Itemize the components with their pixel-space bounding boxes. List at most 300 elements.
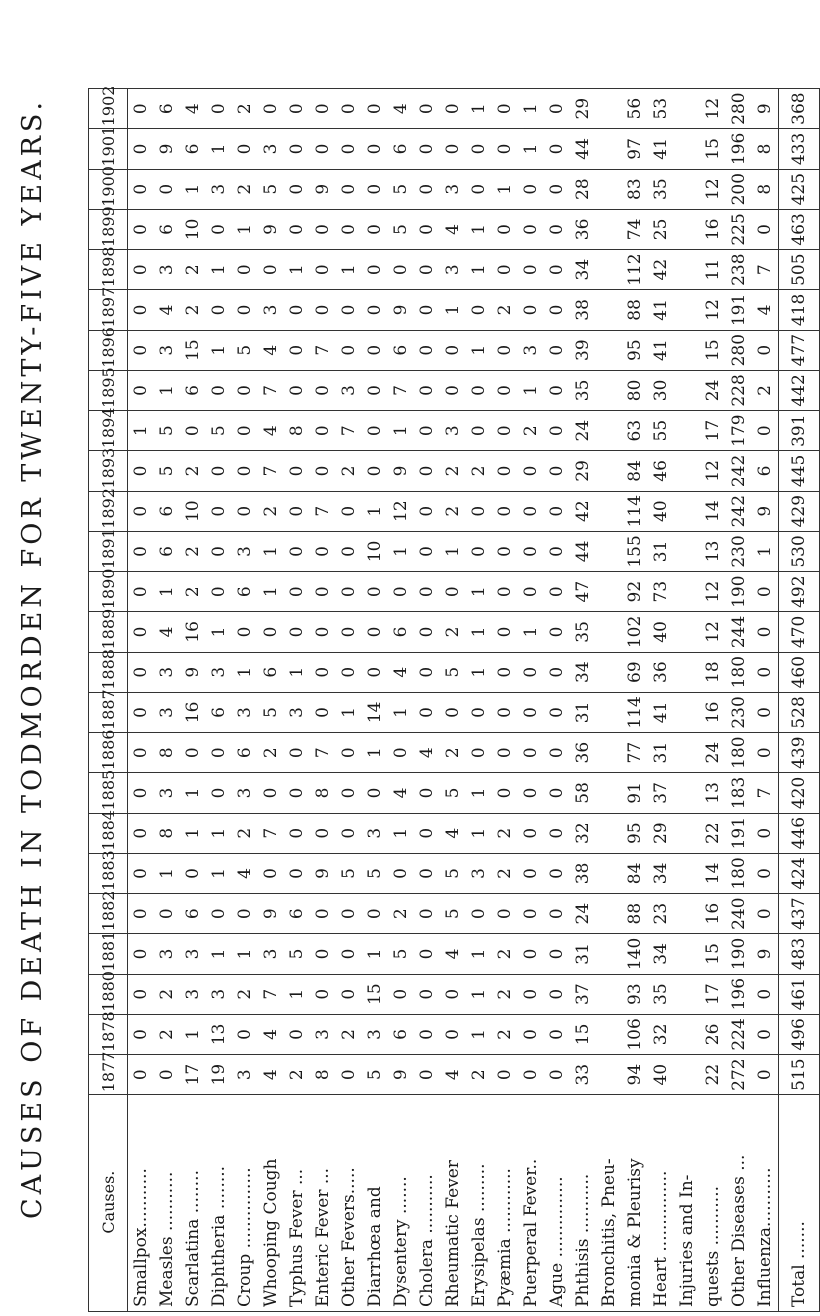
death-count-cell: 0 xyxy=(310,209,336,249)
death-count-cell: 0 xyxy=(388,250,414,290)
death-count-cell: 2 xyxy=(154,974,180,1014)
death-count-cell: 0 xyxy=(362,894,388,934)
death-count-cell: 0 xyxy=(752,612,779,652)
death-count-cell: 0 xyxy=(336,733,362,773)
death-count-cell: 0 xyxy=(232,290,258,330)
death-count-cell: 0 xyxy=(128,209,155,249)
death-count-cell xyxy=(596,129,622,169)
total-count-cell: 461 xyxy=(779,974,820,1014)
death-count-cell xyxy=(596,934,622,974)
death-count-cell: 0 xyxy=(258,853,284,893)
death-count-cell: 1 xyxy=(466,209,492,249)
table-row xyxy=(232,89,258,1312)
death-count-cell: 34 xyxy=(570,250,596,290)
death-count-cell: 73 xyxy=(648,572,674,612)
death-count-cell: 3 xyxy=(206,652,232,692)
death-count-cell: 0 xyxy=(544,411,570,451)
death-count-cell: 0 xyxy=(752,209,779,249)
death-count-cell: 19 xyxy=(206,1055,232,1095)
death-count-cell: 191 xyxy=(726,290,752,330)
death-count-cell xyxy=(596,773,622,813)
year-column-header: 1885 xyxy=(89,773,128,813)
table-row xyxy=(622,89,648,1312)
table-row xyxy=(570,89,596,1312)
death-count-cell: 41 xyxy=(648,692,674,732)
death-count-cell: 5 xyxy=(206,411,232,451)
death-count-cell: 0 xyxy=(752,853,779,893)
death-count-cell: 0 xyxy=(414,813,440,853)
death-count-cell: 0 xyxy=(336,813,362,853)
causes-column-header: Causes. xyxy=(89,1095,128,1312)
death-count-cell: 36 xyxy=(648,652,674,692)
death-count-cell: 0 xyxy=(492,692,518,732)
death-count-cell: 6 xyxy=(180,370,206,410)
death-count-cell: 3 xyxy=(180,934,206,974)
death-count-cell: 0 xyxy=(466,169,492,209)
death-count-cell: 1 xyxy=(440,290,466,330)
cause-label: Cholera ........... xyxy=(417,1174,437,1307)
death-count-cell: 3 xyxy=(518,330,544,370)
death-count-cell: 0 xyxy=(492,129,518,169)
death-count-cell: 0 xyxy=(752,974,779,1014)
death-count-cell: 58 xyxy=(570,773,596,813)
death-count-cell: 0 xyxy=(284,89,310,129)
death-count-cell xyxy=(674,531,700,571)
year-column-header: 1900 xyxy=(89,169,128,209)
death-count-cell: 1 xyxy=(466,773,492,813)
death-count-cell: 0 xyxy=(336,129,362,169)
death-count-cell: 238 xyxy=(726,250,752,290)
death-count-cell: 0 xyxy=(284,290,310,330)
death-count-cell: 0 xyxy=(128,773,155,813)
death-count-cell: 0 xyxy=(310,934,336,974)
death-count-cell: 42 xyxy=(570,491,596,531)
death-count-cell: 91 xyxy=(622,773,648,813)
death-count-cell: 1 xyxy=(206,612,232,652)
death-count-cell xyxy=(596,250,622,290)
death-count-cell: 7 xyxy=(258,813,284,853)
death-count-cell: 34 xyxy=(648,853,674,893)
cause-label: Phthisis ........... xyxy=(573,1173,593,1307)
death-count-cell: 40 xyxy=(648,1055,674,1095)
death-count-cell: 53 xyxy=(648,89,674,129)
death-count-cell: 6 xyxy=(232,733,258,773)
death-count-cell: 44 xyxy=(570,531,596,571)
death-count-cell: 0 xyxy=(544,934,570,974)
cause-label: Whooping Cough xyxy=(261,1158,281,1307)
death-count-cell: 0 xyxy=(414,330,440,370)
death-count-cell: 0 xyxy=(492,491,518,531)
death-count-cell: 80 xyxy=(622,370,648,410)
death-count-cell: 3 xyxy=(206,169,232,209)
death-count-cell: 29 xyxy=(570,89,596,129)
death-count-cell xyxy=(596,733,622,773)
death-count-cell: 41 xyxy=(648,330,674,370)
death-count-cell xyxy=(674,250,700,290)
death-count-cell: 0 xyxy=(492,612,518,652)
death-count-cell: 0 xyxy=(414,894,440,934)
death-count-cell: 3 xyxy=(336,370,362,410)
death-count-cell: 0 xyxy=(284,209,310,249)
total-count-cell: 445 xyxy=(779,451,820,491)
death-count-cell xyxy=(674,934,700,974)
cause-label: Pyæmia ............ xyxy=(495,1168,515,1307)
death-count-cell: 114 xyxy=(622,491,648,531)
death-count-cell: 23 xyxy=(648,894,674,934)
death-count-cell: 0 xyxy=(466,733,492,773)
death-count-cell: 2 xyxy=(180,290,206,330)
death-count-cell: 5 xyxy=(440,894,466,934)
death-count-cell: 6 xyxy=(154,531,180,571)
death-count-cell: 0 xyxy=(362,250,388,290)
death-count-cell: 1 xyxy=(362,733,388,773)
death-count-cell: 12 xyxy=(700,169,726,209)
death-count-cell: 5 xyxy=(154,451,180,491)
death-count-cell: 2 xyxy=(440,612,466,652)
death-count-cell: 1 xyxy=(154,572,180,612)
death-count-cell: 1 xyxy=(466,1014,492,1054)
death-count-cell: 0 xyxy=(232,129,258,169)
cause-label: Enteric Fever ... xyxy=(313,1167,333,1307)
death-count-cell: 2 xyxy=(492,813,518,853)
death-count-cell: 0 xyxy=(284,451,310,491)
death-count-cell: 4 xyxy=(232,853,258,893)
death-count-cell xyxy=(674,813,700,853)
death-count-cell: 32 xyxy=(648,1014,674,1054)
death-count-cell: 2 xyxy=(180,531,206,571)
death-count-cell: 0 xyxy=(284,572,310,612)
death-count-cell: 0 xyxy=(414,209,440,249)
death-count-cell: 3 xyxy=(258,129,284,169)
death-count-cell: 0 xyxy=(128,813,155,853)
death-count-cell: 0 xyxy=(258,89,284,129)
table-row xyxy=(362,89,388,1312)
death-count-cell: 2 xyxy=(232,169,258,209)
death-count-cell: 0 xyxy=(336,612,362,652)
death-count-cell: 0 xyxy=(752,411,779,451)
death-count-cell: 38 xyxy=(570,853,596,893)
death-count-cell: 0 xyxy=(362,411,388,451)
death-count-cell: 0 xyxy=(128,129,155,169)
table-row xyxy=(310,89,336,1312)
death-count-cell: 13 xyxy=(700,531,726,571)
death-count-cell: 0 xyxy=(284,491,310,531)
death-count-cell: 5 xyxy=(388,169,414,209)
death-count-cell: 4 xyxy=(258,1014,284,1054)
death-count-cell: 6 xyxy=(284,894,310,934)
death-count-cell: 95 xyxy=(622,330,648,370)
death-count-cell: 7 xyxy=(310,733,336,773)
death-count-cell: 14 xyxy=(700,853,726,893)
death-count-cell: 0 xyxy=(362,451,388,491)
death-count-cell: 37 xyxy=(648,773,674,813)
year-column-header: 1896 xyxy=(89,330,128,370)
death-count-cell: 0 xyxy=(544,733,570,773)
year-column-header: 1897 xyxy=(89,290,128,330)
death-count-cell: 0 xyxy=(362,169,388,209)
death-count-cell: 0 xyxy=(284,813,310,853)
death-count-cell: 0 xyxy=(388,733,414,773)
death-count-cell: 1 xyxy=(180,169,206,209)
death-count-cell xyxy=(674,290,700,330)
death-count-cell: 1 xyxy=(388,411,414,451)
death-count-cell: 2 xyxy=(180,572,206,612)
death-count-cell: 0 xyxy=(492,572,518,612)
death-count-cell: 1 xyxy=(466,934,492,974)
death-count-cell: 5 xyxy=(336,853,362,893)
death-count-cell: 41 xyxy=(648,129,674,169)
death-count-cell: 102 xyxy=(622,612,648,652)
year-column-header: 1884 xyxy=(89,813,128,853)
death-count-cell: 112 xyxy=(622,250,648,290)
death-count-cell: 0 xyxy=(518,1055,544,1095)
death-count-cell: 2 xyxy=(232,89,258,129)
death-count-cell: 0 xyxy=(336,290,362,330)
death-count-cell: 0 xyxy=(544,1055,570,1095)
total-count-cell: 420 xyxy=(779,773,820,813)
death-count-cell: 0 xyxy=(362,330,388,370)
death-count-cell: 230 xyxy=(726,531,752,571)
death-count-cell: 74 xyxy=(622,209,648,249)
death-count-cell: 88 xyxy=(622,290,648,330)
death-count-cell: 1 xyxy=(518,370,544,410)
death-count-cell: 4 xyxy=(388,89,414,129)
death-count-cell: 0 xyxy=(440,692,466,732)
death-count-cell: 8 xyxy=(154,813,180,853)
death-count-cell: 3 xyxy=(154,330,180,370)
death-count-cell xyxy=(674,1055,700,1095)
death-count-cell: 1 xyxy=(154,370,180,410)
death-count-cell: 7 xyxy=(752,773,779,813)
death-count-cell: 3 xyxy=(258,290,284,330)
death-count-cell: 0 xyxy=(180,853,206,893)
death-count-cell: 230 xyxy=(726,692,752,732)
death-count-cell: 5 xyxy=(440,652,466,692)
death-count-cell: 244 xyxy=(726,612,752,652)
death-count-cell: 0 xyxy=(414,652,440,692)
death-count-cell: 0 xyxy=(492,1055,518,1095)
death-count-cell: 22 xyxy=(700,813,726,853)
death-count-cell xyxy=(596,411,622,451)
death-count-cell: 0 xyxy=(544,813,570,853)
total-count-cell: 368 xyxy=(779,89,820,129)
table-row xyxy=(336,89,362,1312)
death-count-cell: 0 xyxy=(128,330,155,370)
death-count-cell: 3 xyxy=(232,1055,258,1095)
death-count-cell: 7 xyxy=(310,330,336,370)
death-count-cell: 42 xyxy=(648,250,674,290)
death-count-cell: 9 xyxy=(258,209,284,249)
death-count-cell: 40 xyxy=(648,612,674,652)
death-count-cell: 0 xyxy=(206,89,232,129)
cause-label: Diarrhœa and xyxy=(365,1186,385,1307)
death-count-cell xyxy=(596,974,622,1014)
death-count-cell: 35 xyxy=(570,612,596,652)
death-count-cell: 0 xyxy=(414,974,440,1014)
death-count-cell: 77 xyxy=(622,733,648,773)
death-count-cell: 6 xyxy=(154,209,180,249)
death-count-cell xyxy=(674,733,700,773)
death-count-cell: 8 xyxy=(752,169,779,209)
table-row xyxy=(492,89,518,1312)
death-count-cell: 0 xyxy=(544,290,570,330)
death-count-cell: 2 xyxy=(258,733,284,773)
table-row xyxy=(466,89,492,1312)
total-count-cell: 528 xyxy=(779,692,820,732)
death-count-cell: 0 xyxy=(258,612,284,652)
death-count-cell: 0 xyxy=(544,491,570,531)
death-count-cell: 7 xyxy=(388,370,414,410)
year-column-header: 1895 xyxy=(89,370,128,410)
death-count-cell: 3 xyxy=(440,411,466,451)
death-count-cell: 0 xyxy=(752,1055,779,1095)
death-count-cell: 3 xyxy=(232,692,258,732)
death-count-cell: 13 xyxy=(700,773,726,813)
death-count-cell: 2 xyxy=(336,451,362,491)
death-count-cell: 32 xyxy=(570,813,596,853)
death-count-cell: 9 xyxy=(258,894,284,934)
year-column-header: 1878 xyxy=(89,1014,128,1054)
death-count-cell: 0 xyxy=(518,813,544,853)
death-count-cell: 1 xyxy=(206,250,232,290)
death-count-cell: 0 xyxy=(752,330,779,370)
death-count-cell: 0 xyxy=(518,209,544,249)
death-count-cell: 0 xyxy=(440,129,466,169)
death-count-cell xyxy=(674,451,700,491)
death-count-cell: 0 xyxy=(310,612,336,652)
death-count-cell xyxy=(674,1014,700,1054)
death-count-cell: 1 xyxy=(206,129,232,169)
death-count-cell: 180 xyxy=(726,853,752,893)
death-count-cell: 3 xyxy=(154,692,180,732)
year-column-header: 1890 xyxy=(89,572,128,612)
death-count-cell: 180 xyxy=(726,733,752,773)
death-count-cell: 0 xyxy=(492,531,518,571)
table-row xyxy=(648,89,674,1312)
death-count-cell xyxy=(596,209,622,249)
death-count-cell: 0 xyxy=(414,853,440,893)
death-count-cell: 4 xyxy=(414,733,440,773)
year-column-header: 1889 xyxy=(89,612,128,652)
death-count-cell: 0 xyxy=(492,773,518,813)
cause-label: monia & Pleurisy xyxy=(625,1158,645,1307)
cause-label: Injuries and In- xyxy=(677,1174,697,1307)
death-count-cell: 4 xyxy=(752,290,779,330)
death-count-cell: 0 xyxy=(310,813,336,853)
death-count-cell: 0 xyxy=(492,652,518,692)
death-count-cell: 16 xyxy=(180,612,206,652)
death-count-cell: 2 xyxy=(752,370,779,410)
death-count-cell: 0 xyxy=(440,572,466,612)
death-count-cell: 0 xyxy=(128,934,155,974)
total-count-cell: 470 xyxy=(779,612,820,652)
death-count-cell: 1 xyxy=(440,531,466,571)
death-count-cell: 0 xyxy=(544,451,570,491)
total-count-cell: 477 xyxy=(779,330,820,370)
death-count-cell: 5 xyxy=(440,773,466,813)
total-count-cell: 463 xyxy=(779,209,820,249)
death-count-cell: 1 xyxy=(388,692,414,732)
table-row xyxy=(206,89,232,1312)
death-count-cell: 190 xyxy=(726,572,752,612)
death-count-cell: 0 xyxy=(752,652,779,692)
death-count-cell: 2 xyxy=(466,451,492,491)
death-count-cell: 0 xyxy=(128,974,155,1014)
death-count-cell: 56 xyxy=(622,89,648,129)
death-count-cell: 0 xyxy=(362,129,388,169)
table-row xyxy=(128,89,155,1312)
death-count-cell: 0 xyxy=(492,209,518,249)
death-count-cell: 0 xyxy=(336,531,362,571)
death-count-cell: 0 xyxy=(206,572,232,612)
causes-of-death-table xyxy=(88,85,820,1312)
death-count-cell: 12 xyxy=(700,89,726,129)
death-count-cell: 0 xyxy=(310,652,336,692)
year-column-header: 1902 xyxy=(89,89,128,129)
death-count-cell: 0 xyxy=(414,1014,440,1054)
death-count-cell: 1 xyxy=(128,411,155,451)
cause-label: Croup ............... xyxy=(235,1167,255,1307)
year-column-header: 1881 xyxy=(89,934,128,974)
death-count-cell: 1 xyxy=(232,934,258,974)
death-count-cell: 7 xyxy=(336,411,362,451)
death-count-cell: 0 xyxy=(544,330,570,370)
death-count-cell: 0 xyxy=(180,411,206,451)
death-count-cell: 88 xyxy=(622,894,648,934)
death-count-cell: 1 xyxy=(466,572,492,612)
death-count-cell: 5 xyxy=(258,692,284,732)
death-count-cell: 0 xyxy=(284,612,310,652)
death-count-cell: 17 xyxy=(700,974,726,1014)
death-count-cell: 8 xyxy=(284,411,310,451)
death-count-cell: 29 xyxy=(648,813,674,853)
death-count-cell xyxy=(674,370,700,410)
death-count-cell: 242 xyxy=(726,491,752,531)
death-count-cell: 6 xyxy=(180,894,206,934)
death-count-cell: 0 xyxy=(206,773,232,813)
death-count-cell: 5 xyxy=(258,169,284,209)
death-count-cell: 196 xyxy=(726,974,752,1014)
death-count-cell xyxy=(674,853,700,893)
death-count-cell: 0 xyxy=(414,290,440,330)
death-count-cell: 228 xyxy=(726,370,752,410)
death-count-cell: 30 xyxy=(648,370,674,410)
death-count-cell: 0 xyxy=(518,733,544,773)
total-count-cell: 460 xyxy=(779,652,820,692)
death-count-cell: 1 xyxy=(466,974,492,1014)
death-count-cell: 0 xyxy=(466,894,492,934)
death-count-cell: 0 xyxy=(440,330,466,370)
death-count-cell: 17 xyxy=(700,411,726,451)
death-count-cell: 3 xyxy=(362,1014,388,1054)
death-count-cell: 24 xyxy=(700,733,726,773)
death-count-cell: 0 xyxy=(284,1014,310,1054)
death-count-cell: 0 xyxy=(284,733,310,773)
death-count-cell: 2 xyxy=(440,733,466,773)
death-count-cell: 6 xyxy=(388,330,414,370)
death-count-cell xyxy=(596,1014,622,1054)
total-count-cell: 437 xyxy=(779,894,820,934)
death-count-cell: 190 xyxy=(726,934,752,974)
death-count-cell: 0 xyxy=(492,451,518,491)
death-count-cell: 2 xyxy=(180,250,206,290)
cause-label: Heart ............... xyxy=(651,1170,671,1307)
death-count-cell: 0 xyxy=(518,531,544,571)
death-count-cell: 0 xyxy=(128,733,155,773)
death-count-cell: 0 xyxy=(752,813,779,853)
death-count-cell: 0 xyxy=(310,129,336,169)
total-row xyxy=(779,89,820,1312)
